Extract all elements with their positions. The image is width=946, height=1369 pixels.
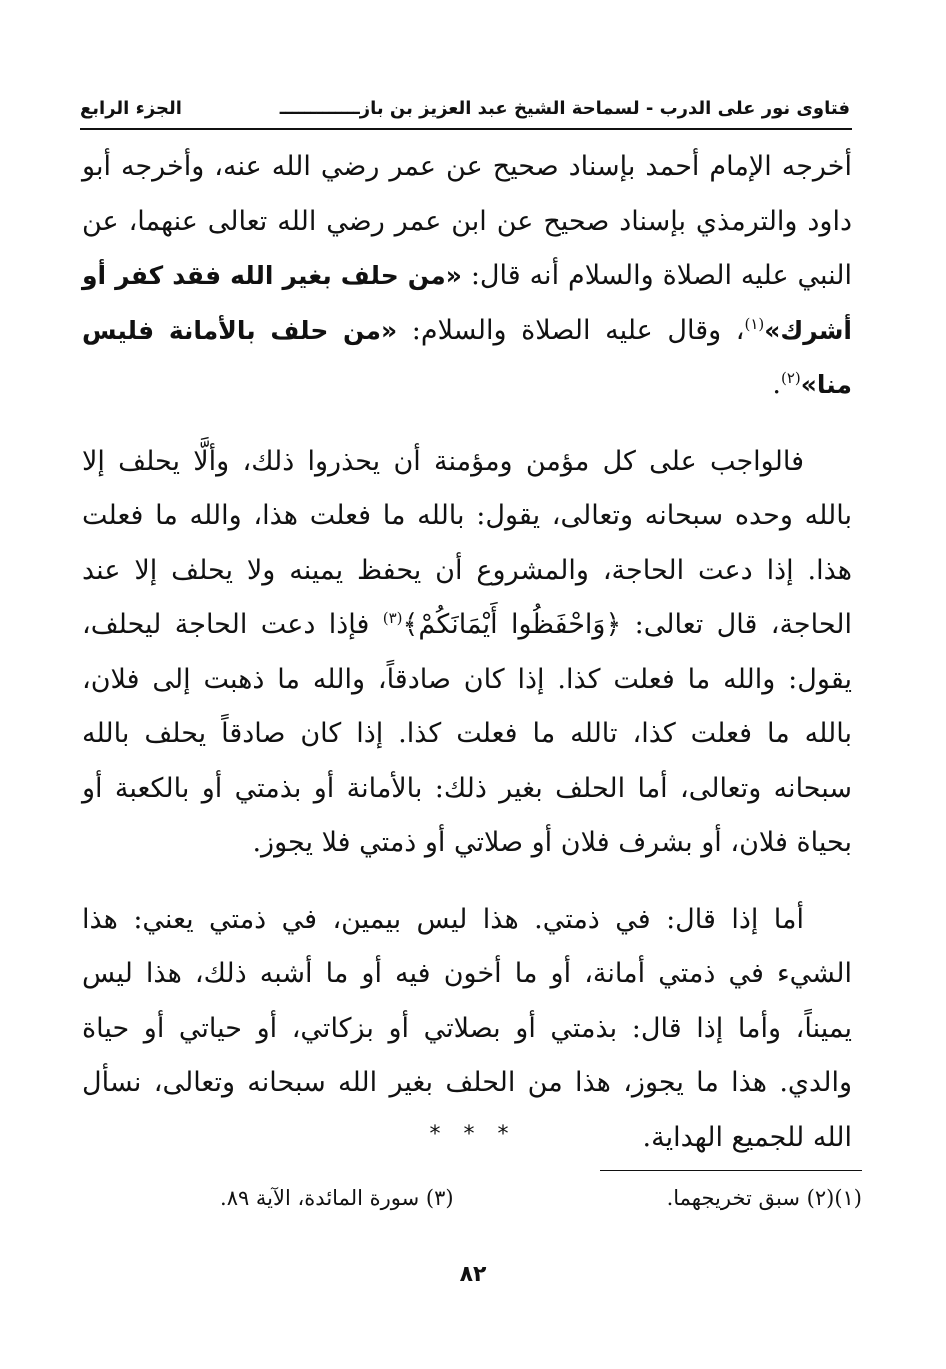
page-number: ٨٢	[459, 1262, 487, 1287]
header-rule	[80, 128, 852, 130]
running-title	[280, 98, 850, 119]
volume-label: الجزء الرابع	[80, 97, 182, 119]
footnote-1-2: (١)(٢) سبق تخريجهما.	[666, 1186, 862, 1210]
paragraph-1	[82, 140, 852, 413]
book-title: فتاوى نور على الدرب - لسماحة الشيخ عبد العزيز بن باز	[359, 97, 850, 119]
header-dash: ـــــــــــــ	[279, 97, 360, 119]
paragraph-1-text-a: أخرجه الإمام أحمد بإسناد صحيح عن عمر رضي الله عنه، وأخرجه أبو داود والترمذي بإسناد صحيح عن ابن عمر رضي الله تعالى عنهما، عن النبي عليه الصلاة والسلام أنه قال:	[82, 151, 852, 291]
paragraph-1-text-b: ، وقال عليه الصلاة والسلام:	[397, 314, 745, 346]
footnote-3: (٣) سورة المائدة، الآية ٨٩.	[220, 1186, 454, 1210]
paragraph-1-text-c: .	[772, 369, 781, 400]
main-text	[82, 140, 852, 1165]
footnote-ref-3: (٣)	[382, 609, 403, 627]
section-separator: * * *	[429, 1122, 517, 1147]
quran-verse: ﴿وَاحْفَظُوا أَيْمَانَكُمْ﴾	[402, 609, 622, 640]
footnote-ref-2: (٢)	[780, 369, 801, 387]
page-header	[80, 90, 850, 126]
footnote-rule	[600, 1170, 862, 1171]
hadith-quote-2: «من حلف بالأمانة فليس منا»	[82, 315, 852, 399]
paragraph-2-text-b: فإذا دعت الحاجة ليحلف، يقول: والله ما فعلت كذا. إذا كان صادقاً، والله ما ذهبت إلى فلان، بالله ما فعلت كذا، تالله ما فعلت كذا. إذا كان صادقاً يحلف بالله سبحانه وتعالى، أما الحلف بغير ذلك: بالأمانة أو بذمتي أو بالكعبة أو بحياة فلان، أو بشرف فلان أو صلاتي أو ذمتي فلا يجوز.	[82, 609, 852, 858]
footnotes	[220, 1186, 862, 1210]
hadith-quote-1: «من حلف بغير الله فقد كفر أو أشرك»	[82, 261, 853, 345]
footnote-ref-1: (١)	[744, 314, 765, 333]
paragraph-3: أما إذا قال: في ذمتي. هذا ليس بيمين، في ذمتي يعني: هذا الشيء في ذمتي أمانة، أو ما أخون فيه أو ما أشبه ذلك، هذا ليس يميناً، وأما إذا قال: بذمتي أو بصلاتي أو بزكاتي، أو حياتي أو حياة والدي. هذا ما يجوز، هذا من الحلف بغير الله سبحانه وتعالى، نسأل الله للجميع الهداية.	[82, 903, 852, 1153]
paragraph-2-text-a: فالواجب على كل مؤمن ومؤمنة أن يحذروا ذلك، وألَّا يحلف إلا بالله وحده سبحانه وتعالى، يقول: بالله ما فعلت هذا، والله ما فعلت هذا. إذا دعت الحاجة، والمشروع أن يحفظ يمينه ولا يحلف إلا عند الحاجة، قال تعالى:	[82, 445, 852, 640]
paragraph-2	[82, 435, 852, 871]
